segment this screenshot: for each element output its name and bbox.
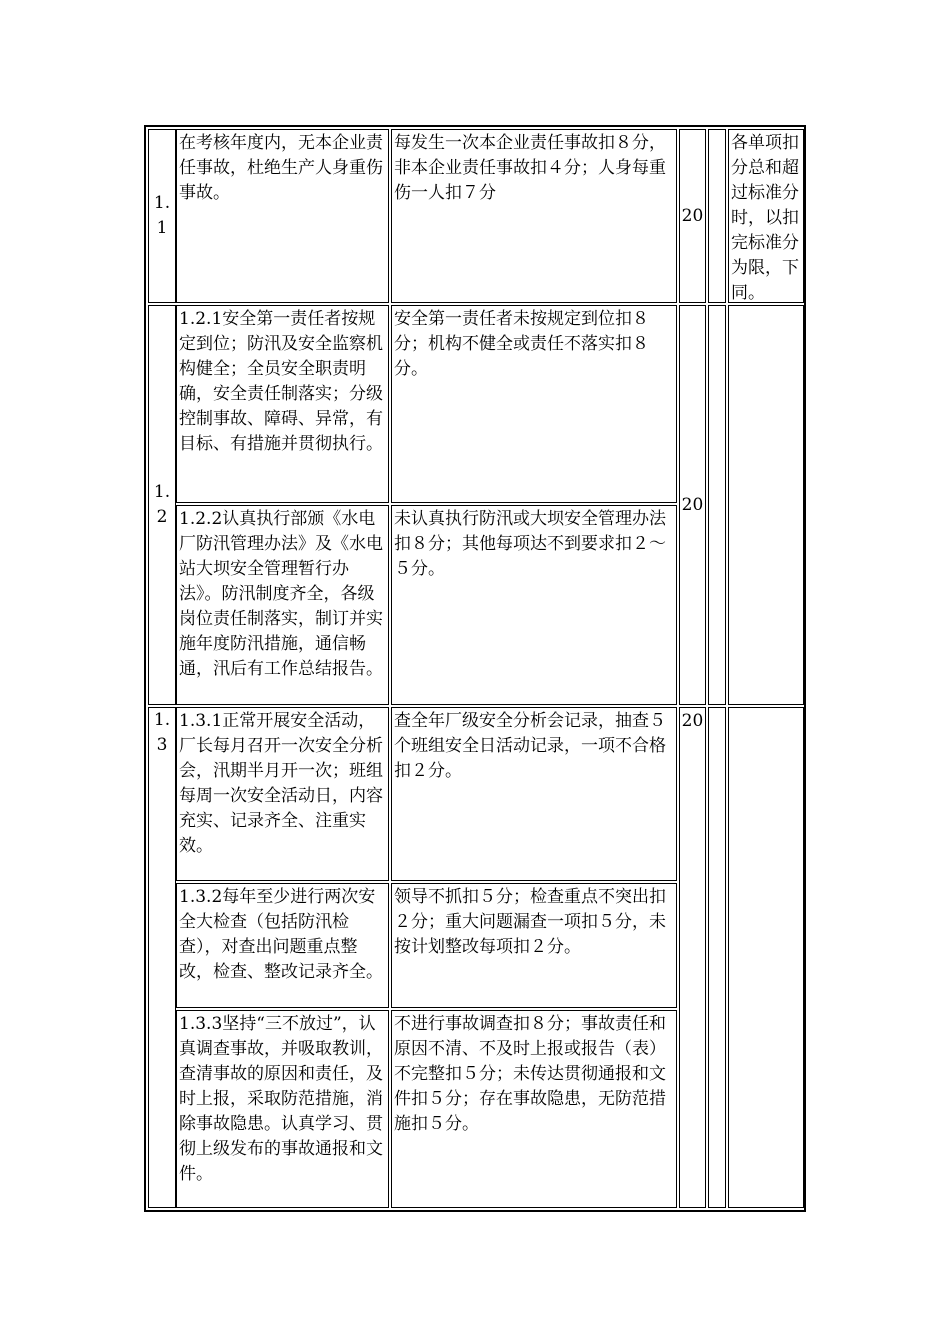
blank-cell	[708, 707, 726, 1208]
standard-cell: 1.3.2每年至少进行两次安全大检查（包括防汛检查），对查出问题重点整改，检查、整改记录齐全。	[176, 883, 389, 1008]
standard-cell: 1.3.3坚持“三不放过”，认真调查事故，并吸取教训，查清事故的原因和责任，及时上报，采取防范措施，消除事故隐患。认真学习、贯彻上级发布的事故通报和文件。	[176, 1010, 389, 1208]
row-index-1-3: 1. 3	[148, 707, 176, 1208]
scoring-cell: 未认真执行防汛或大坝安全管理办法扣８分；其他每项达不到要求扣２～５分。	[391, 505, 677, 705]
scoring-cell: 查全年厂级安全分析会记录，抽查５个班组安全日活动记录，一项不合格扣２分。	[391, 707, 677, 881]
scoring-cell: 每发生一次本企业责任事故扣８分，非本企业责任事故扣４分；人身每重伤一人扣７分	[391, 129, 677, 303]
standard-cell: 1.2.1安全第一责任者按规定到位；防汛及安全监察机构健全；全员安全职责明确，安全责任制落实；分级控制事故、障碍、异常，有目标、有措施并贯彻执行。	[176, 305, 389, 503]
row-index-1-1: 1. 1	[148, 129, 176, 303]
note-cell	[728, 707, 804, 1208]
row-index-1-2: 1. 2	[148, 305, 176, 705]
note-cell	[728, 305, 804, 705]
note-cell: 各单项扣分总和超过标准分时，以扣完标准分为限，下同。	[728, 129, 804, 303]
standard-cell: 1.2.2认真执行部颁《水电厂防汛管理办法》及《水电站大坝安全管理暂行办法》。防汛制度齐全，各级岗位责任制落实，制订并实施年度防汛措施，通信畅通，汛后有工作总结报告。	[176, 505, 389, 705]
score-cell: 20	[679, 129, 706, 303]
blank-cell	[708, 305, 726, 705]
scoring-cell: 安全第一责任者未按规定到位扣８分；机构不健全或责任不落实扣８分。	[391, 305, 677, 503]
standard-cell: 1.3.1正常开展安全活动，厂长每月召开一次安全分析会，汛期半月开一次；班组每周一次安全活动日，内容充实、记录齐全、注重实效。	[176, 707, 389, 881]
standard-cell: 在考核年度内，无本企业责任事故，杜绝生产人身重伤事故。	[176, 129, 389, 303]
scoring-cell: 领导不抓扣５分；检查重点不突出扣２分；重大问题漏查一项扣５分，未按计划整改每项扣２分。	[391, 883, 677, 1008]
score-cell: 20	[679, 707, 706, 1208]
scoring-cell: 不进行事故调查扣８分；事故责任和原因不清、不及时上报或报告（表）不完整扣５分；未传达贯彻通报和文件扣５分；存在事故隐患，无防范措施扣５分。	[391, 1010, 677, 1208]
scoring-table	[144, 125, 806, 1212]
blank-cell	[708, 129, 726, 303]
score-cell: 20	[679, 305, 706, 705]
